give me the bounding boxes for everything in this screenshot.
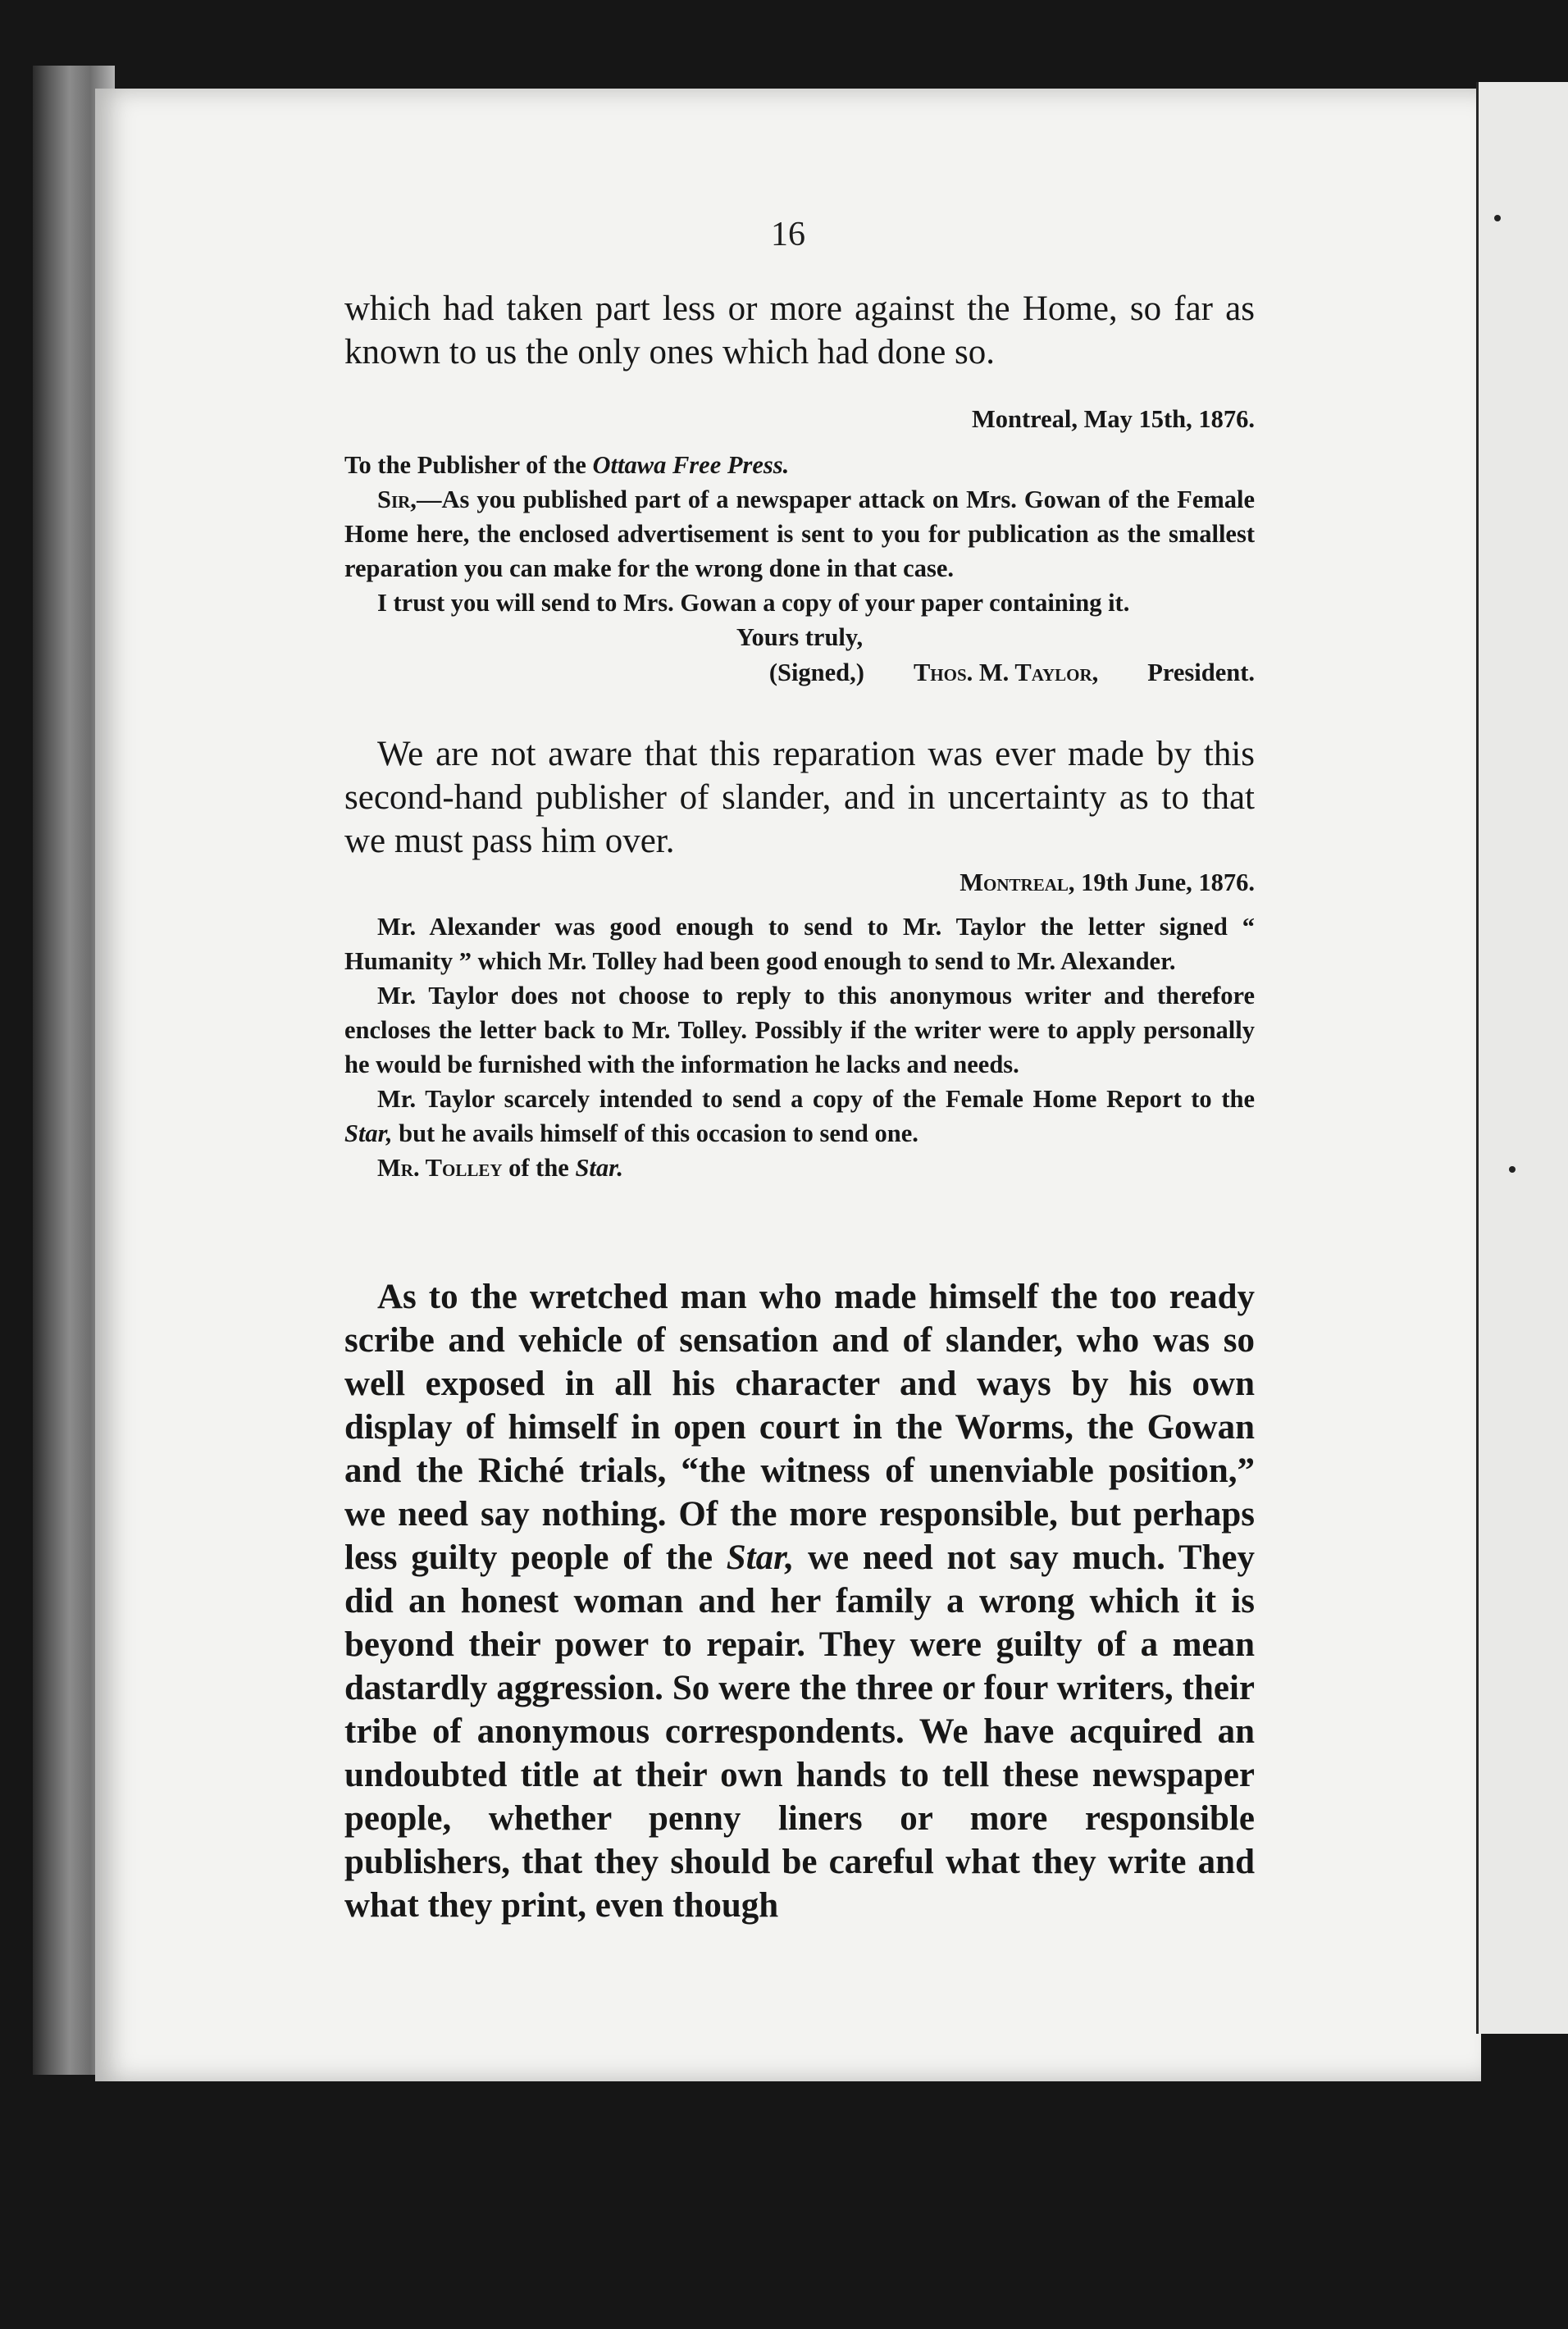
facing-page-edge — [1476, 82, 1568, 2034]
letter2-p3-before: Mr. Taylor scarcely intended to send a copy of the Female Home Report to the — [377, 1085, 1255, 1113]
letter2-addressee-name: Mr. Tolley — [377, 1154, 503, 1182]
letter2-addressee — [344, 1151, 1255, 1185]
letter2-dateline-place: Montreal, — [959, 868, 1075, 896]
letter1-title: President. — [1147, 659, 1255, 686]
letter1-body-text: —As you published part of a newspaper attack on Mrs. Gowan of the Female Home here, the enclosed advertisement is sent to you for publication as the smallest reparation you can make for the wrong done in that case. — [344, 485, 1255, 582]
letter1-body — [344, 482, 1255, 586]
page-number: 16 — [771, 216, 805, 253]
letter2-addressee-paper: Star. — [575, 1154, 623, 1182]
letter2-p3-after: but he avails himself of this occasion to send one. — [399, 1119, 918, 1147]
letter2-p3 — [344, 1082, 1255, 1151]
paragraph-reparation: We are not aware that this reparation was ever made by this second-hand publisher of slander, and in uncertainty as to that we must pass him over. — [344, 735, 1255, 860]
margin-mark — [1509, 1166, 1516, 1173]
letter2-addressee-of: of the — [508, 1154, 569, 1182]
letter2-p3-paper: Star, — [344, 1119, 393, 1147]
letter1-address-prefix: To the Publisher of the — [344, 451, 586, 479]
letter1-paragraph2: I trust you will send to Mrs. Gowan a copy of your paper containing it. — [377, 589, 1130, 617]
final-paragraph-part2: we need not say much. They did an honest woman and her family a wrong which it is beyond their power to repair. They were guilty of a mean dastardly aggression. So were the three or four writers, their tribe of anonymous correspondents. We have acquired an undoubted title at their own hands to tell these newspaper people, whether penny liners or more responsible publishers, that they should be careful what they write and what they print, even though — [344, 1538, 1256, 1925]
letter-to-star — [344, 865, 1255, 1185]
letter2-p1: Mr. Alexander was good enough to send to Mr. Taylor the letter signed “ Humanity ” which Mr. Tolley had been good enough to send to Mr. Alexander. — [344, 913, 1255, 975]
letter1-address-paper: Ottawa Free Press. — [592, 451, 790, 479]
letter2-dateline — [344, 865, 1255, 900]
letter1-signed: (Signed,) — [768, 659, 864, 686]
margin-mark — [1494, 215, 1501, 221]
letter1-signature — [344, 654, 1255, 690]
letter-to-ottawa-free-press — [344, 402, 1255, 690]
final-paragraph-star: Star, — [726, 1538, 795, 1577]
letter1-address — [344, 448, 1255, 482]
final-paragraph-block — [344, 1275, 1255, 1927]
second-paragraph-block — [344, 732, 1255, 863]
letter1-dateline: Montreal, May 15th, 1876. — [971, 405, 1255, 433]
letter2-dateline-date: 19th June, 1876. — [1081, 868, 1255, 896]
final-paragraph — [344, 1275, 1255, 1927]
letter2-p2: Mr. Taylor does not choose to reply to this anonymous writer and therefore encloses the letter back to Mr. Tolley. Possibly if the writer were to apply personally he would be furnished with the information he lacks and needs. — [344, 982, 1255, 1078]
opening-paragraph-block — [344, 287, 1255, 374]
letter1-signer: Thos. M. Taylor, — [913, 659, 1099, 686]
letter1-salutation: Sir, — [377, 485, 417, 513]
letter1-closing: Yours truly, — [736, 623, 864, 651]
final-paragraph-part1: As to the wretched man who made himself the too ready scribe and vehicle of sensation and of slander, who was so well exposed in all his character and ways by his own display of himself in open court in the Worms, the Gowan and the Riché trials, “the witness of unenviable position,” we need say nothing. Of the more responsible, but perhaps less guilty people of the — [344, 1278, 1255, 1577]
opening-paragraph: which had taken part less or more against the Home, so far as known to us the only ones which had done so. — [344, 289, 1255, 371]
